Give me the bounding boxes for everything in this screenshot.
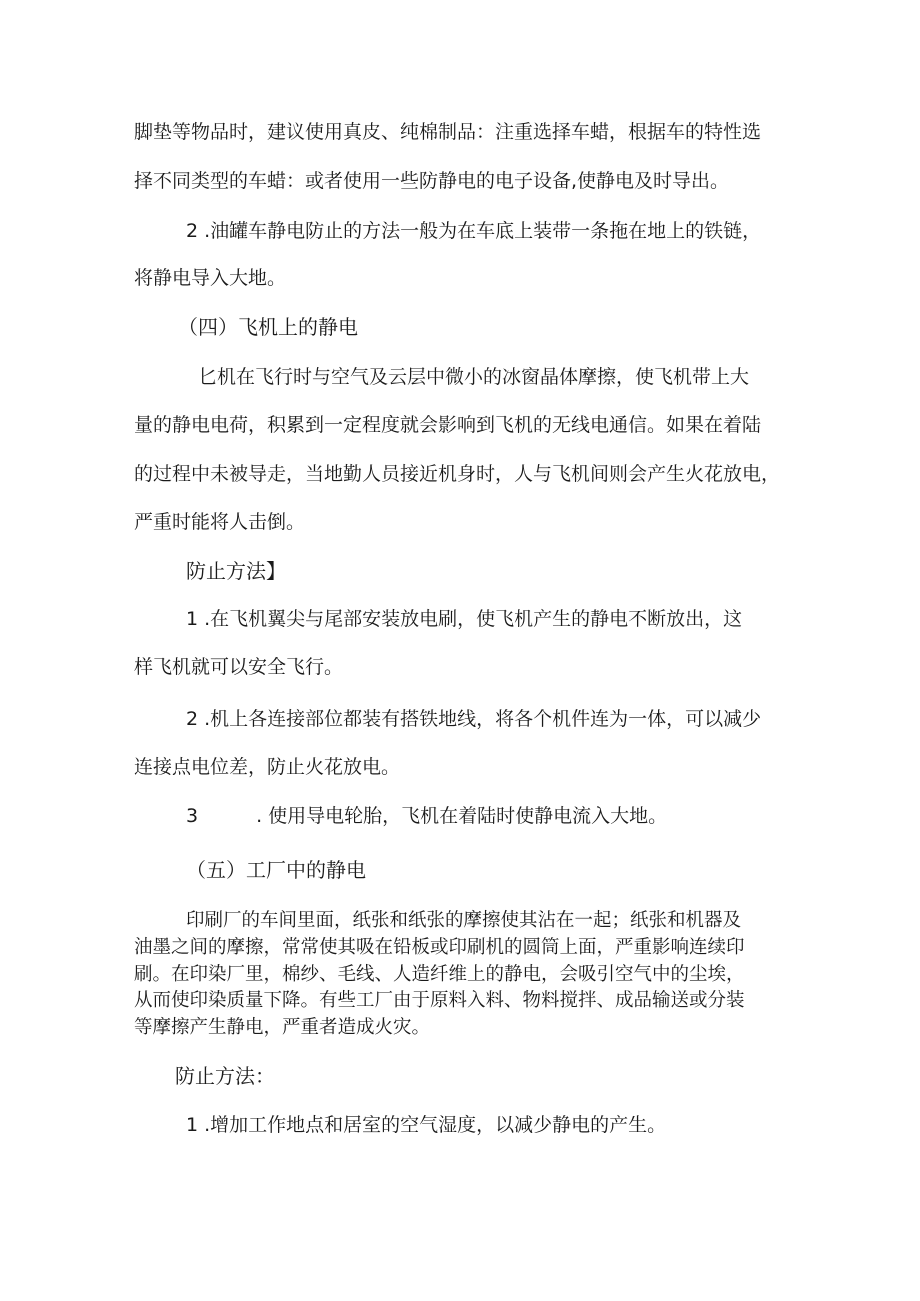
section-heading-aircraft: （四）飞机上的静电 bbox=[178, 315, 358, 339]
factory-paragraph-line-1: 印刷厂的车间里面，纸张和纸张的摩擦使其沾在一起；纸张和机器及 bbox=[186, 910, 742, 931]
car-paragraph-line-2: 择不同类型的车蜡：或者使用一些防静电的电子设备,使静电及时导出。 bbox=[134, 170, 730, 192]
aircraft-paragraph-line-2: 量的静电电荷，积累到一定程度就会影响到飞机的无线电通信。如果在着陆 bbox=[134, 414, 762, 436]
aircraft-paragraph-line-3: 的过程中未被导走，当地勤人员接近机身时，人与飞机间则会产生火花放电， bbox=[134, 463, 781, 485]
factory-paragraph-line-3: 刷。在印染厂里，棉纱、毛线、人造纤维上的静电，会吸引空气中的尘埃， bbox=[134, 964, 745, 985]
car-paragraph-line-1: 脚垫等物品时，建议使用真皮、纯棉制品：注重选择车蜡，根据车的特性选 bbox=[134, 121, 762, 143]
aircraft-method-1-line-1: 1 .在飞机翼尖与尾部安装放电刷，使飞机产生的静电不断放出，这 bbox=[186, 608, 743, 630]
factory-method-1: 1 .增加工作地点和居室的空气湿度，以减少静电的产生。 bbox=[186, 1114, 667, 1136]
aircraft-method-3-text: . 使用导电轮胎，飞机在着陆时使静电流入大地。 bbox=[256, 805, 668, 827]
factory-paragraph-line-5: 等摩擦产生静电，严重者造成火灾。 bbox=[134, 1017, 431, 1038]
prevention-label-aircraft: 防止方法】 bbox=[186, 559, 286, 583]
factory-paragraph-line-4: 从而使印染质量下降。有些工厂由于原料入料、物料搅拌、成品输送或分装 bbox=[134, 990, 745, 1011]
aircraft-method-3-number: 3 bbox=[186, 805, 199, 827]
aircraft-method-1-line-2: 样飞机就可以安全飞行。 bbox=[134, 656, 344, 678]
aircraft-method-2-line-1: 2 .机上各连接部位都装有搭铁地线，将各个机件连为一体，可以减少 bbox=[186, 708, 762, 730]
factory-paragraph-line-2: 油墨之间的摩擦，常常使其吸在铅板或印刷机的圆筒上面，严重影响连续印 bbox=[134, 937, 745, 958]
tanker-item-line-2: 将静电导入大地。 bbox=[134, 267, 287, 289]
section-heading-factory: （五）工厂中的静电 bbox=[186, 858, 366, 882]
prevention-label-factory: 防止方法： bbox=[175, 1064, 275, 1088]
aircraft-paragraph-line-4: 严重时能将人击倒。 bbox=[134, 511, 306, 533]
aircraft-method-2-line-2: 连接点电位差，防止火花放电。 bbox=[134, 756, 401, 778]
aircraft-paragraph-line-1: 匕机在飞行时与空气及云层中微小的冰窗晶体摩擦，使飞机带上大 bbox=[198, 366, 750, 388]
tanker-item-line-1: 2 .油罐车静电防止的方法一般为在车底上装带一条拖在地上的铁链， bbox=[186, 220, 762, 242]
aircraft-method-3 bbox=[186, 803, 667, 829]
